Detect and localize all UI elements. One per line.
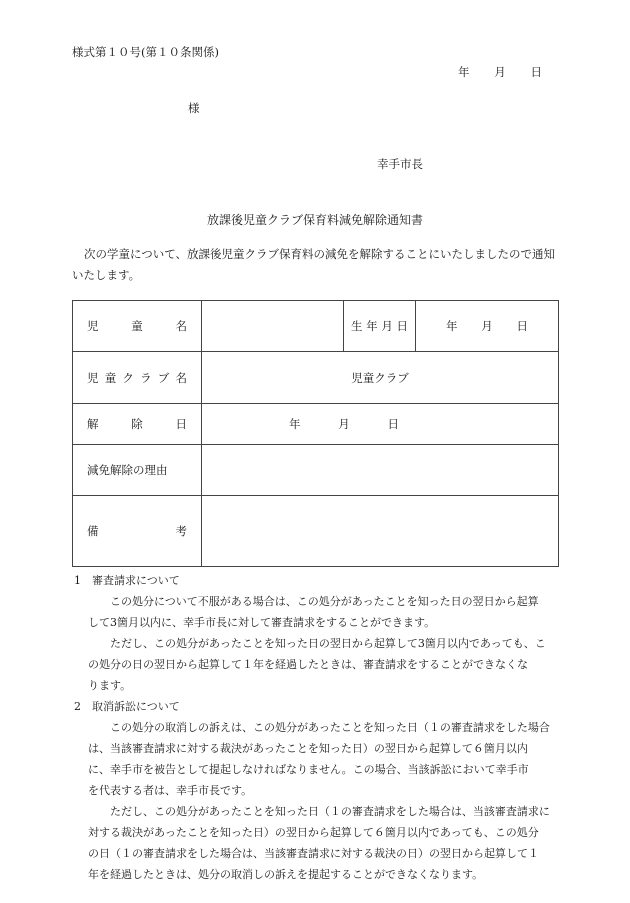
issue-date bbox=[458, 64, 542, 80]
reason-field[interactable] bbox=[202, 445, 559, 496]
section2-title: 2 取消訴訟について bbox=[74, 700, 180, 713]
section2-para2: ただし、この処分があったことを知った日（１の審査請求をした場合は、当該審査請求に 対する裁決があったことを知った日）の翌日から起算して６箇月以内であっても、この処分 の日（１の審査請求をした場合は、当該審査請求に対する裁決の日）の翌日から起算して１ 年を経過したときは、処分の取消しの訴えを提起することができなくなります。 bbox=[88, 805, 550, 881]
row-child-name bbox=[73, 301, 559, 352]
date-month: 月 bbox=[494, 65, 506, 79]
club-name-field[interactable]: 児童クラブ bbox=[202, 352, 559, 404]
date-day: 日 bbox=[530, 65, 542, 79]
child-name-label: 児 童 名 bbox=[73, 301, 202, 352]
addressee-suffix: 様 bbox=[188, 101, 200, 115]
section1-para1: この処分について不服がある場合は、この処分があったことを知った日の翌日から起算 して3箇月以内に、幸手市長に対して審査請求をすることができます。 bbox=[88, 595, 539, 629]
remarks-field[interactable] bbox=[202, 496, 559, 567]
intro-text: 次の学童について、放課後児童クラブ保育料の減免を解除することにいたしましたので通知いたします。 bbox=[72, 247, 556, 282]
release-date-field[interactable]: 年 月 日 bbox=[202, 404, 559, 445]
birthdate-label: 生 年 月 日 bbox=[344, 301, 416, 352]
form-number: 様式第１０号(第１０条関係) bbox=[72, 45, 219, 59]
sender: 幸手市長 bbox=[377, 157, 423, 171]
section1-title: 1 審査請求について bbox=[74, 574, 180, 587]
date-year: 年 bbox=[458, 65, 470, 79]
remarks-label: 備 考 bbox=[73, 496, 202, 567]
section1-para2: ただし、この処分があったことを知った日の翌日から起算して3箇月以内であっても、こ の処分の日の翌日から起算して１年を経過したときは、審査請求をすることができなくな ります。 bbox=[88, 637, 546, 692]
notes-section bbox=[72, 570, 558, 885]
child-name-field[interactable] bbox=[202, 301, 344, 352]
reason-label: 減免解除の理由 bbox=[73, 445, 202, 496]
document-title: 放課後児童クラブ保育料減免解除通知書 bbox=[206, 213, 423, 227]
release-date-label: 解 除 日 bbox=[73, 404, 202, 445]
birthdate-field[interactable]: 年 月 日 bbox=[416, 301, 559, 352]
row-release-date bbox=[73, 404, 559, 445]
club-name-label: 児 童 ク ラ ブ 名 bbox=[73, 352, 202, 404]
row-reason bbox=[73, 445, 559, 496]
section2-para1: この処分の取消しの訴えは、この処分があったことを知った日（１の審査請求をした場合 は、当該審査請求に対する裁決があったことを知った日）の翌日から起算して６箇月以内 に、幸手市を被告として提起しなければなりません。この場合、当該訴訟において幸手市 を代表する者は、幸手市長です。 bbox=[88, 721, 550, 797]
form-table bbox=[72, 300, 559, 567]
row-club-name bbox=[73, 352, 559, 404]
row-remarks bbox=[73, 496, 559, 567]
